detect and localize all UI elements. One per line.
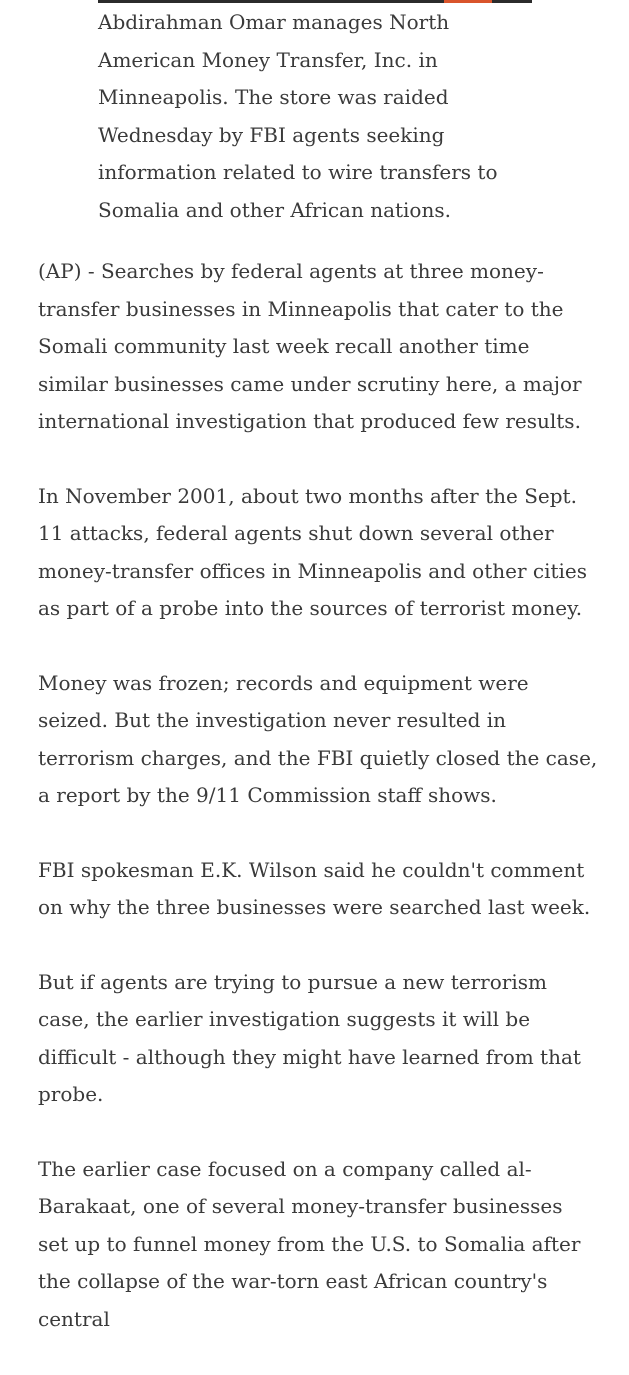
- article-paragraph: The earlier case focused on a company called al-Barakaat, one of several money-transfer businesses set up to funnel money from the U.S. to Somalia after the collapse of the war-torn east African country's central: [38, 1156, 581, 1331]
- photo-caption: Abdirahman Omar manages North American Money Transfer, Inc. in Minneapolis. The store was raided Wednesday by FBI agents seeking information related to wire transfers to Somalia and other African nations.: [98, 10, 498, 222]
- article-paragraph: (AP) - Searches by federal agents at three money-transfer businesses in Minneapolis that cater to the Somali community last week recall another time similar businesses came under scrutiny here, a major international investigation that produced few results.: [38, 259, 582, 433]
- image-bottom-rule: [98, 0, 532, 3]
- share-accent-bar: [444, 0, 492, 3]
- article-paragraph: FBI spokesman E.K. Wilson said he couldn't comment on why the three businesses were searched last week.: [38, 857, 591, 919]
- article-paragraph: Money was frozen; records and equipment were seized. But the investigation never resulted in terrorism charges, and the FBI quietly closed the case, a report by the 9/11 Commission staff shows.: [38, 670, 598, 807]
- article-paragraph: In November 2001, about two months after the Sept. 11 attacks, federal agents shut down several other money-transfer offices in Minneapolis and other cities as part of a probe into the sources of terrorist money.: [38, 483, 588, 620]
- article-paragraph: But if agents are trying to pursue a new terrorism case, the earlier investigation suggests it will be difficult - although they might have learned from that probe.: [38, 969, 581, 1106]
- article-body: [38, 253, 598, 1375]
